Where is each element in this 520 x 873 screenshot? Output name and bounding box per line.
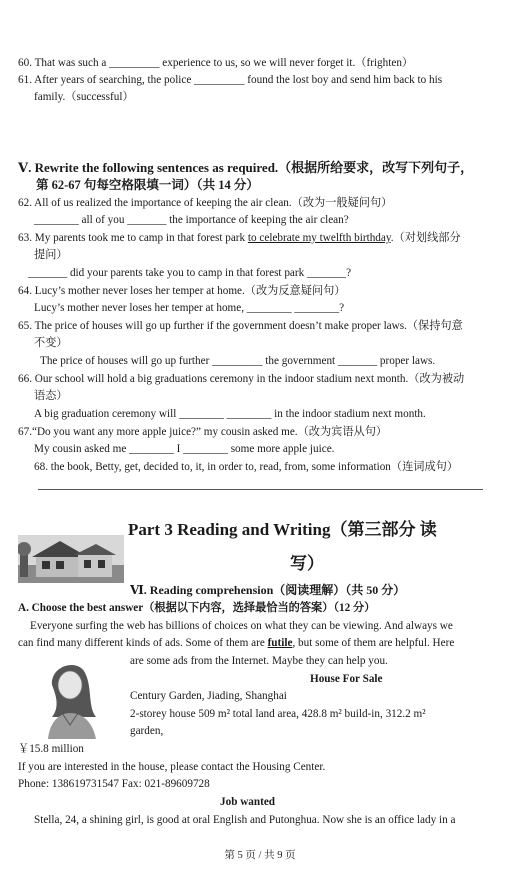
section-5-title-cont: 第 62-67 句每空格限填一词）（共 14 分）: [36, 178, 259, 192]
question-68: 68. the book, Betty, get, decided to, it, in order to, read, from, some information（连词成句）: [34, 461, 459, 473]
question-63: 63. My parents took me to camp in that forest park to celebrate my twelfth birthday.（对划线部分: [18, 232, 461, 244]
question-64-answer: Lucy’s mother never loses her temper at home, ________ ________?: [34, 302, 345, 314]
question-67-answer: My cousin asked me ________ I ________ some more apple juice.: [34, 443, 335, 455]
keyword-futile: futile: [267, 637, 293, 649]
ad-job-title: Job wanted: [220, 796, 276, 808]
passage-line-2: can find many different kinds of ads. Some of them are futile, but some of them are helpful. Here: [18, 637, 455, 649]
question-63-cont: 提问）: [34, 249, 68, 261]
woman-illustration: [22, 655, 126, 739]
passage-line-3: are some ads from the Internet. Maybe they can help you.: [130, 655, 388, 667]
page-footer: 第 5 页 / 共 9 页: [224, 850, 296, 861]
ad-house-address: Century Garden, Jiading, Shanghai: [130, 690, 287, 702]
ad-house-details-cont: garden,: [130, 725, 164, 737]
section-5-title: Ⅴ. Rewrite the following sentences as required.（根据所给要求，改写下列句子，: [18, 160, 474, 175]
sub-section-a-title: A. Choose the best answer（根据以下内容，选择最恰当的答案）（12 分）: [18, 602, 376, 614]
part-3-heading: Part 3 Reading and Writing（第三部分 读: [128, 520, 437, 539]
question-62: 62. All of us realized the importance of keeping the air clean.（改为一般疑问句）: [18, 197, 393, 209]
ad-house-price: ￥15.8 million: [18, 743, 84, 755]
house-image: [18, 535, 124, 583]
question-61: 61. After years of searching, the police _________ found the lost boy and send him back to his: [18, 74, 443, 86]
question-63-answer: _______ did your parents take you to camp in that forest park _______?: [28, 267, 352, 279]
ad-house-contact: If you are interested in the house, please contact the Housing Center.: [18, 761, 326, 773]
ad-house-phone: Phone: 138619731547 Fax: 021-89609728: [18, 778, 210, 790]
part-3-heading-cont: 写）: [290, 554, 324, 573]
question-62-answer: ________ all of you _______ the importance of keeping the air clean?: [34, 214, 349, 226]
answer-line-68: [38, 489, 483, 490]
question-66: 66. Our school will hold a big graduations ceremony in the indoor stadium next month.（改为被动: [18, 373, 465, 385]
section-6-title: Ⅵ. Reading comprehension（阅读理解）（共 50 分）: [130, 583, 406, 597]
passage-line-1: Everyone surfing the web has billions of choices on what they can be viewing. And always we: [30, 620, 453, 632]
question-66-cont: 语态）: [34, 390, 68, 402]
question-60: 60. That was such a _________ experience to us, so we will never forget it.（frighten）: [18, 57, 414, 69]
question-61-cont: family.（successful）: [34, 91, 134, 103]
question-65: 65. The price of houses will go up further if the government doesn’t make proper laws.（保持句意: [18, 320, 463, 332]
question-67: 67.“Do you want any more apple juice?” my cousin asked me.（改为宾语从句）: [18, 426, 388, 438]
question-66-answer: A big graduation ceremony will ________ ________ in the indoor stadium next month.: [34, 408, 426, 420]
question-64: 64. Lucy’s mother never loses her temper at home.（改为反意疑问句）: [18, 285, 346, 297]
question-65-answer: The price of houses will go up further _________ the government _______ proper laws.: [40, 355, 436, 367]
ad-house-details: 2-storey house 509 m² total land area, 428.8 m² build-in, 312.2 m²: [130, 708, 426, 720]
underlined-phrase: to celebrate my twelfth birthday: [247, 232, 391, 244]
ad-job-line-1: Stella, 24, a shining girl, is good at oral English and Putonghua. Now she is an office lady in a: [34, 814, 456, 826]
question-65-cont: 不变）: [34, 337, 68, 349]
ad-house-title: House For Sale: [310, 673, 383, 685]
